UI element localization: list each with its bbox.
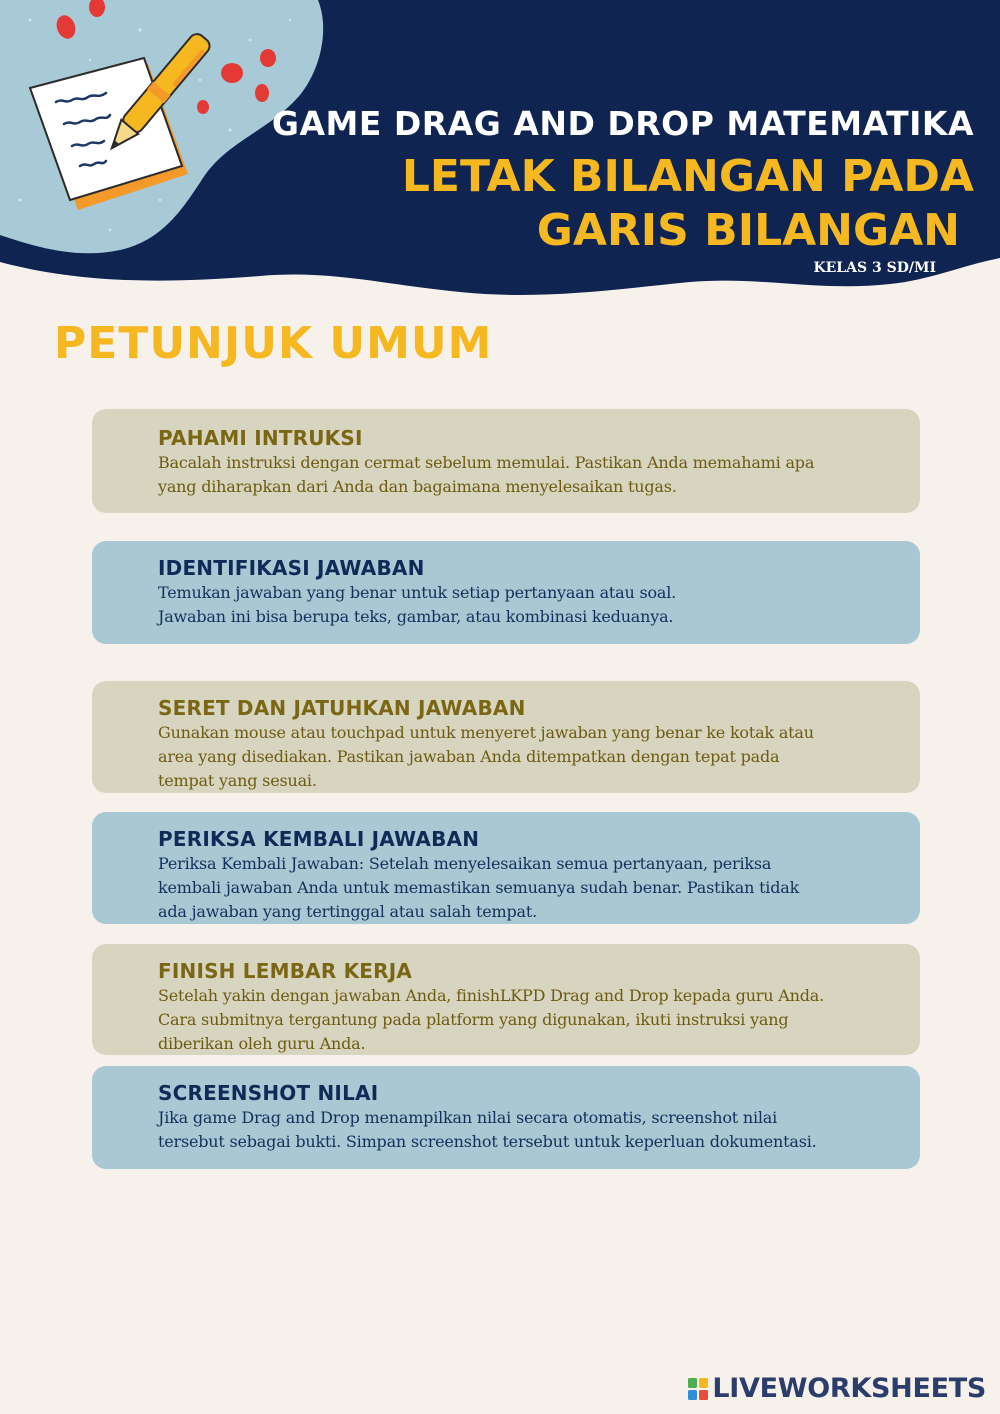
card-body xyxy=(158,581,906,629)
card-title: FINISH LEMBAR KERJA xyxy=(158,959,413,983)
liveworksheets-logo-icon xyxy=(688,1378,708,1400)
card-title: IDENTIFIKASI JAWABAN xyxy=(158,556,425,580)
card-line: tersebut sebagai bukti. Simpan screenshot tersebut untuk keperluan dokumentasi. xyxy=(158,1132,817,1151)
notebook-pen-icon xyxy=(26,24,216,224)
card-line: ada jawaban yang tertinggal atau salah tempat. xyxy=(158,902,538,921)
footer-brand[interactable] xyxy=(688,1373,986,1404)
brand-name: LIVEWORKSHEETS xyxy=(712,1373,986,1404)
card-body xyxy=(158,721,906,793)
card-title: SCREENSHOT NILAI xyxy=(158,1081,379,1105)
card-line: Bacalah instruksi dengan cermat sebelum memulai. Pastikan Anda memahami apa xyxy=(158,453,815,472)
section-title: PETUNJUK UMUM xyxy=(54,318,493,369)
card-line: kembali jawaban Anda untuk memastikan semuanya sudah benar. Pastikan tidak xyxy=(158,878,800,897)
header-title: GAME DRAG AND DROP MATEMATIKA xyxy=(271,104,974,143)
card-line: Periksa Kembali Jawaban: Setelah menyelesaikan semua pertanyaan, periksa xyxy=(158,854,772,873)
instruction-card-review xyxy=(92,812,920,924)
card-line: Setelah yakin dengan jawaban Anda, finishLKPD Drag and Drop kepada guru Anda. xyxy=(158,986,824,1005)
card-body xyxy=(158,984,906,1056)
instruction-card-finish xyxy=(92,944,920,1055)
card-title: PAHAMI INTRUKSI xyxy=(158,426,363,450)
header-subtitle-line1: LETAK BILANGAN PADA xyxy=(401,151,974,202)
card-line: yang diharapkan dari Anda dan bagaimana menyelesaikan tugas. xyxy=(158,477,677,496)
instruction-card-understand xyxy=(92,409,920,513)
header-subtitle-line2: GARIS BILANGAN xyxy=(536,205,960,256)
card-line: Jika game Drag and Drop menampilkan nilai secara otomatis, screenshot nilai xyxy=(158,1108,778,1127)
card-line: diberikan oleh guru Anda. xyxy=(158,1034,366,1053)
instruction-card-screenshot xyxy=(92,1066,920,1169)
card-line: area yang disediakan. Pastikan jawaban Anda ditempatkan dengan tepat pada xyxy=(158,747,780,766)
instruction-card-drag-drop xyxy=(92,681,920,793)
card-line: Jawaban ini bisa berupa teks, gambar, atau kombinasi keduanya. xyxy=(158,607,674,626)
header-subtitle xyxy=(274,150,974,258)
class-label: KELAS 3 SD/MI xyxy=(813,260,936,276)
card-title: SERET DAN JATUHKAN JAWABAN xyxy=(158,696,526,720)
card-body xyxy=(158,451,906,499)
card-body xyxy=(158,852,906,924)
card-line: Gunakan mouse atau touchpad untuk menyeret jawaban yang benar ke kotak atau xyxy=(158,723,814,742)
card-line: Temukan jawaban yang benar untuk setiap pertanyaan atau soal. xyxy=(158,583,677,602)
card-line: tempat yang sesuai. xyxy=(158,771,317,790)
card-title: PERIKSA KEMBALI JAWABAN xyxy=(158,827,480,851)
card-body xyxy=(158,1106,906,1154)
instruction-card-identify xyxy=(92,541,920,644)
card-line: Cara submitnya tergantung pada platform yang digunakan, ikuti instruksi yang xyxy=(158,1010,789,1029)
